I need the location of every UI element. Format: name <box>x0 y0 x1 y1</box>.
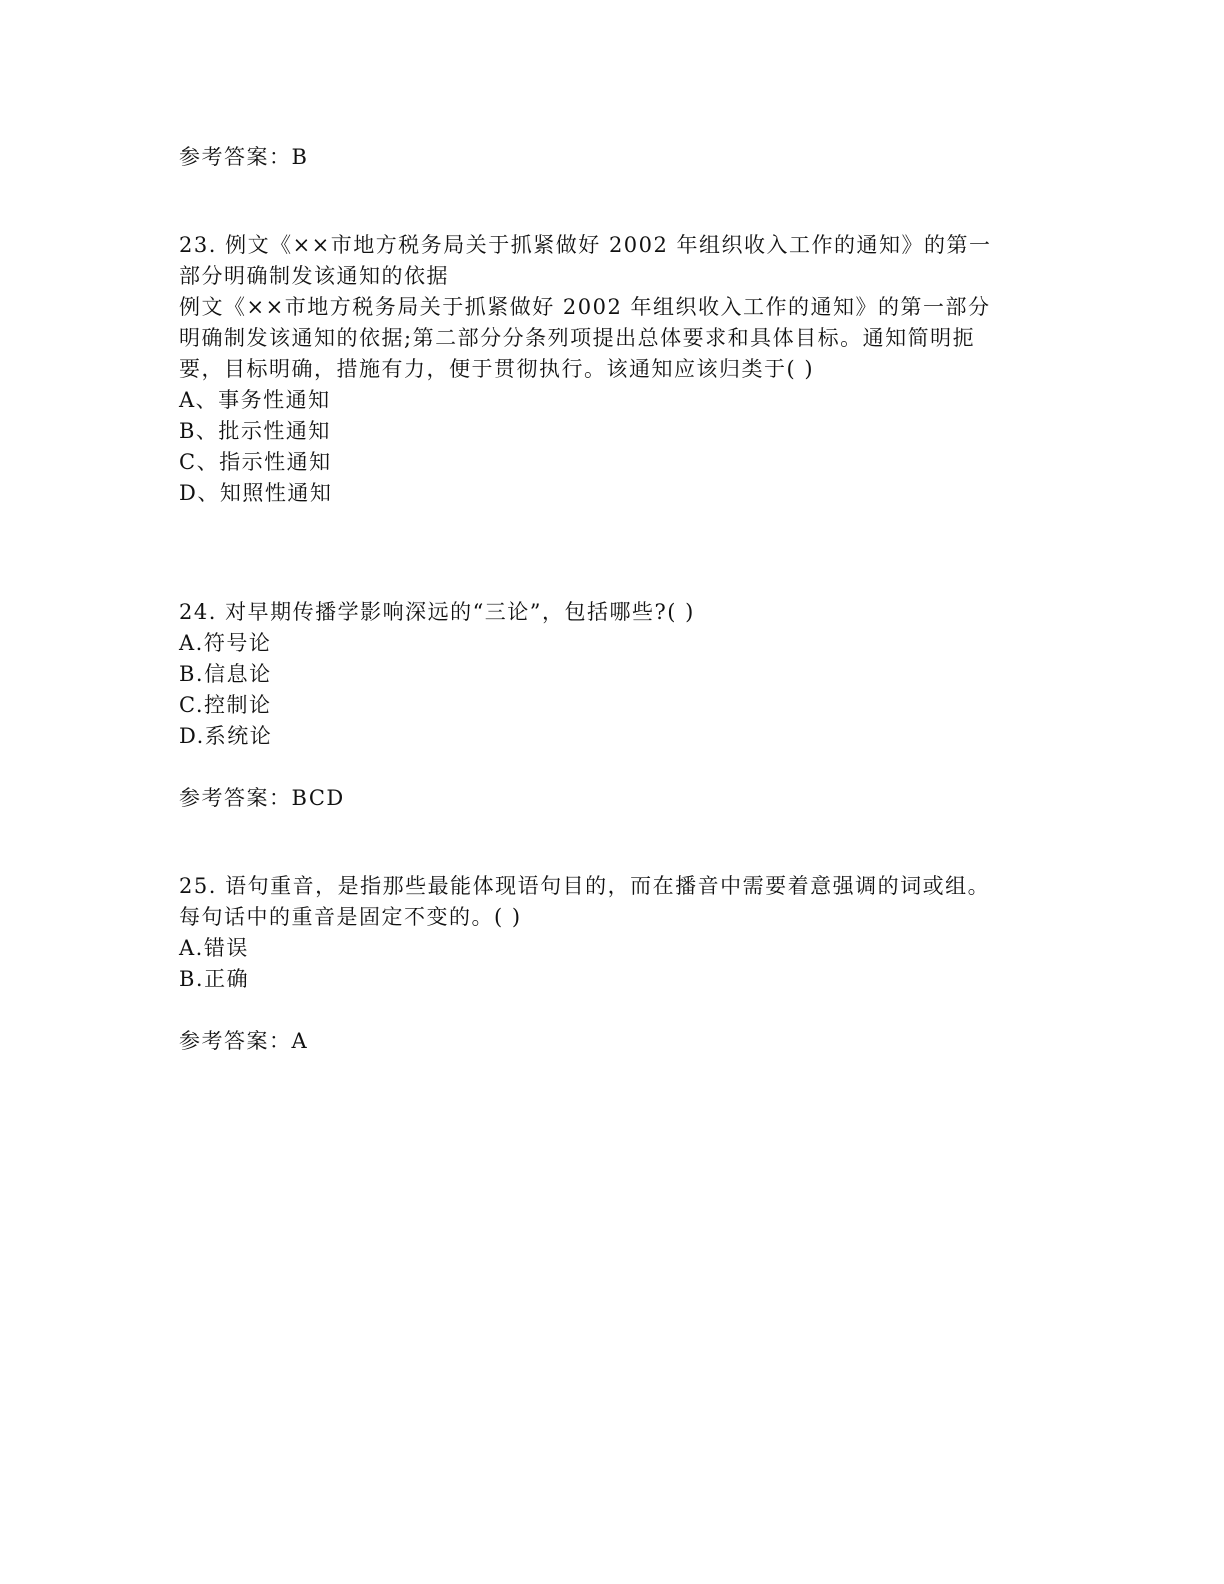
q23-body-line-2: 明确制发该通知的依据;第二部分分条列项提出总体要求和具体目标。通知简明扼 <box>179 326 976 350</box>
q23-title-line-1: 23. 例文《××市地方税务局关于抓紧做好 2002 年组织收入工作的通知》的第一 <box>179 233 992 257</box>
answer-label: 参考答案： <box>179 786 292 810</box>
answer-value: BCD <box>291 786 345 810</box>
q23-title-line-2: 部分明确制发该通知的依据 <box>179 264 449 288</box>
answer-value: A <box>291 1029 309 1053</box>
q25-title-line-1: 25. 语句重音，是指那些最能体现语句目的，而在播音中需要着意强调的词或组。 <box>179 874 991 898</box>
q24-answer-line <box>179 783 1039 814</box>
q23-body-line-1: 例文《××市地方税务局关于抓紧做好 2002 年组织收入工作的通知》的第一部分 <box>179 295 991 319</box>
q23-option-a: A、事务性通知 <box>179 388 331 412</box>
answer-value: B <box>291 145 309 169</box>
q24-option-a: A.符号论 <box>179 631 272 655</box>
q23-option-b: B、批示性通知 <box>179 419 331 443</box>
q23-body-line-3: 要，目标明确，措施有力，便于贯彻执行。该通知应该归类于( ) <box>179 357 815 381</box>
prev-answer-line <box>179 142 1039 173</box>
answer-label: 参考答案： <box>179 1029 292 1053</box>
q25-option-b: B.正确 <box>179 967 250 991</box>
q23-option-d: D、知照性通知 <box>179 481 333 505</box>
q24-title: 24. 对早期传播学影响深远的“三论”，包括哪些?( ) <box>179 600 695 624</box>
q23-option-c: C、指示性通知 <box>179 450 332 474</box>
q25-title-line-2: 每句话中的重音是固定不变的。( ) <box>179 905 522 929</box>
q24-option-b: B.信息论 <box>179 662 272 686</box>
q25-answer-line <box>179 1026 1039 1057</box>
q24-option-c: C.控制论 <box>179 693 272 717</box>
q25-option-a: A.错误 <box>179 936 249 960</box>
answer-label: 参考答案： <box>179 145 292 169</box>
q24-option-d: D.系统论 <box>179 724 273 748</box>
